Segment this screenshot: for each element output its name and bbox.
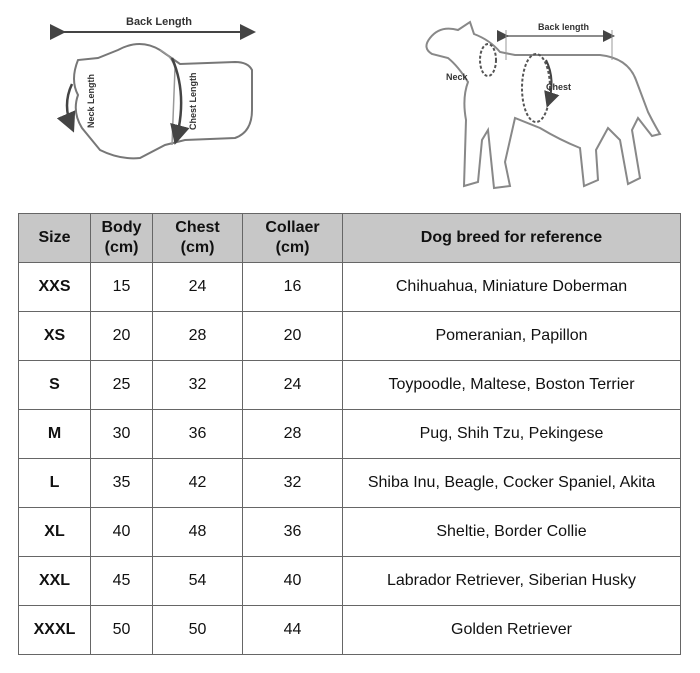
dog-neck-ring (480, 44, 496, 76)
cell-size: XXXL (19, 606, 91, 655)
table-row (19, 263, 681, 312)
cell-body: 50 (91, 606, 153, 655)
cell-body: 40 (91, 508, 153, 557)
cell-chest: 42 (153, 459, 243, 508)
cell-breed: Pug, Shih Tzu, Pekingese (343, 410, 681, 459)
cell-chest: 24 (153, 263, 243, 312)
header-body: Body (cm) (91, 214, 153, 263)
table-row (19, 557, 681, 606)
cell-body: 45 (91, 557, 153, 606)
back-length-label: Back Length (126, 16, 193, 28)
dog-diagram (426, 22, 660, 188)
cell-chest: 32 (153, 361, 243, 410)
cell-breed: Sheltie, Border Collie (343, 508, 681, 557)
cell-collar: 20 (243, 312, 343, 361)
dog-back-length-label: Back length (538, 22, 590, 32)
dog-chest-label: Chest (546, 82, 572, 92)
garment-diagram (62, 16, 252, 158)
cell-body: 20 (91, 312, 153, 361)
cell-chest: 50 (153, 606, 243, 655)
dog-neck-label: Neck (446, 72, 468, 82)
cell-chest: 48 (153, 508, 243, 557)
cell-collar: 44 (243, 606, 343, 655)
cell-chest: 36 (153, 410, 243, 459)
cell-size: M (19, 410, 91, 459)
cell-breed: Labrador Retriever, Siberian Husky (343, 557, 681, 606)
header-collar: Collaer (cm) (243, 214, 343, 263)
cell-breed: Pomeranian, Papillon (343, 312, 681, 361)
cell-chest: 54 (153, 557, 243, 606)
cell-breed: Golden Retriever (343, 606, 681, 655)
cell-size: XS (19, 312, 91, 361)
cell-body: 25 (91, 361, 153, 410)
measurement-diagram (0, 0, 700, 210)
garment-outline (74, 44, 252, 158)
dog-silhouette (426, 22, 660, 188)
table-row (19, 606, 681, 655)
header-chest: Chest (cm) (153, 214, 243, 263)
cell-collar: 28 (243, 410, 343, 459)
cell-size: S (19, 361, 91, 410)
cell-size: L (19, 459, 91, 508)
chest-length-label: Chest Length (188, 72, 198, 130)
table-row (19, 312, 681, 361)
cell-body: 30 (91, 410, 153, 459)
cell-breed: Shiba Inu, Beagle, Cocker Spaniel, Akita (343, 459, 681, 508)
cell-collar: 40 (243, 557, 343, 606)
cell-size: XXL (19, 557, 91, 606)
cell-collar: 16 (243, 263, 343, 312)
cell-breed: Toypoodle, Maltese, Boston Terrier (343, 361, 681, 410)
size-chart-table (18, 213, 681, 655)
cell-collar: 36 (243, 508, 343, 557)
table-header-row (19, 214, 681, 263)
cell-chest: 28 (153, 312, 243, 361)
cell-body: 15 (91, 263, 153, 312)
neck-length-label: Neck Length (86, 73, 96, 128)
cell-size: XL (19, 508, 91, 557)
table-row (19, 508, 681, 557)
cell-collar: 32 (243, 459, 343, 508)
header-breed: Dog breed for reference (343, 214, 681, 263)
cell-collar: 24 (243, 361, 343, 410)
neck-arc-arrow (67, 84, 72, 128)
table-row (19, 361, 681, 410)
header-size: Size (19, 214, 91, 263)
cell-size: XXS (19, 263, 91, 312)
cell-breed: Chihuahua, Miniature Doberman (343, 263, 681, 312)
table-row (19, 459, 681, 508)
table-row (19, 410, 681, 459)
cell-body: 35 (91, 459, 153, 508)
